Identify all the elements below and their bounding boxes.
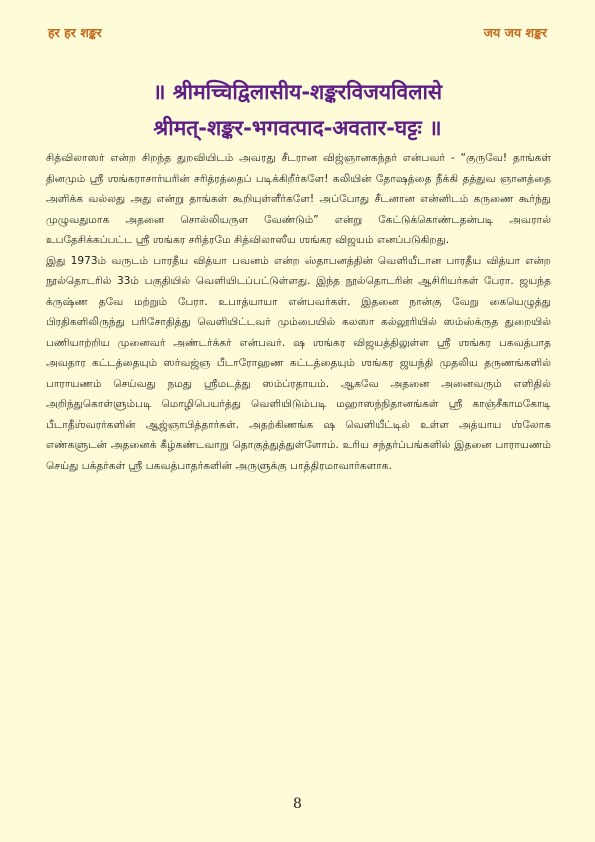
header-left: हर हर शङ्कर	[48, 25, 102, 40]
paragraph: சித்விலாஸர் என்ற சிறந்த துறவியிடம் அவரது சீடரான விஜ்ஞானகந்தர் என்பவர் - “குருவே! தாங்கள் தினமும் ஸ்ரீ ஶங்கராசார்யரின் சரித்ரத்தைப் படிக்கிறீர்களே! கலியின் தோஷத்தை நீக்கி தத்துவ ஞானத்தை அளிக்க வல்லது அது என்று தாங்கள் கூறியுள்ளீர்களே! அப்போது சீடனான என்னிடம் கருணை கூர்ந்து முழுவதுமாக அதனை சொல்லியருள வேண்டும்” என்று கேட்டுக்கொண்டதன்படி அவரால் உபதேசிக்கப்பட்ட ஸ்ரீ ஶங்கர சரித்ரமே சித்விலாஸீய ஶங்கர விஜயம் எனப்படுகிறது.	[46, 152, 551, 246]
chapter-title	[40, 74, 555, 146]
title-line-2: श्रीमत्-शङ्कर-भगवत्पाद-अवतार-घट्टः ॥	[153, 116, 442, 140]
header-right: जय जय शङ्कर	[483, 25, 547, 40]
body-text	[46, 148, 551, 476]
title-line-1: ॥ श्रीमच्चिद्विलासीय-शङ्करविजयविलासे	[152, 80, 443, 104]
page-number: 8	[293, 796, 302, 812]
running-header	[48, 24, 547, 41]
paragraph: இது 1973ம் வருடம் பாரதீய வித்யா பவனம் என்ற ஸ்தாபனத்தின் வெளியீடான பாரதீய வித்யா என்ற நூல்தொடரில் 33ம் பகுதியில் வெளியிடப்பட்டுள்ளது. இந்த நூல்தொடரின் ஆசிரியர்கள் பேரா. ஜயந்த க்ருஷ்ண தவே மற்றும் பேரா. உபாத்யாயா என்பவர்கள். இதனை நான்கு வேறு கையெழுத்து பிரதிகளிலிருந்து பரிசோதித்து வெளியிட்டவர் மும்பையில் கலஸா கல்லூரியில் ஸம்ஸ்க்ருத துறையில் பணியாற்றிய முனைவர் அண்டர்க்கர் என்பவர். ஷ ஶங்கர விஜயத்திலுள்ள ஸ்ரீ ஶங்கர பகவத்பாத அவதார கட்டத்தையும் ஸர்வஜ்ஞ பீடாரோஹண கட்டத்தையும் ஶங்கர ஜயந்தி முதலிய தருணங்களில் பாராயணம் செய்வது நமது ஸ்ரீமடத்து ஸம்ப்ரதாயம். ஆகவே அதனை அனைவரும் எளிதில் அறிந்துகொள்ளும்படி மொழிபெயர்த்து வெளியிடும்படி மஹாஸந்நிதானங்கள் ஸ்ரீ காஞ்சீகாமகோடி பீடாதீஶ்வரர்களின் ஆஜ்ஞாபித்தார்கள். அதற்கிணங்க ஷ வெளியீட்டில் உள்ள அத்யாய ஶ்லோக எண்களுடன் அதனைக் கீழ்கண்டவாறு தொகுத்துத்துள்ளோம். உரிய சந்தர்ப்பங்களில் இதனை பாராயணம் செய்து பக்தர்கள் ஸ்ரீ பகவத்பாதர்களின் அருளுக்கு பாத்திரமாவார்களாக.	[46, 254, 551, 472]
